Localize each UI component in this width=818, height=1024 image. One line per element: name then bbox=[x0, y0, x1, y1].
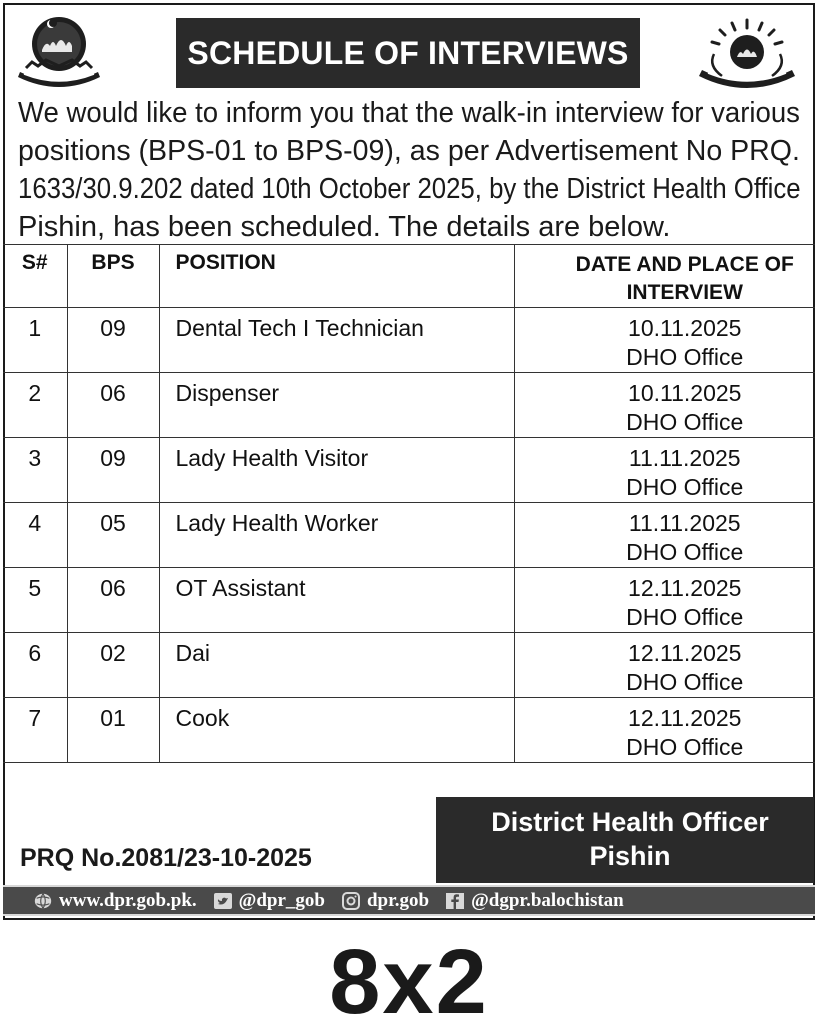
intro-line: We would like to inform you that the walk-in interview for various bbox=[18, 97, 800, 129]
signature-block bbox=[436, 797, 814, 883]
cell-date-place bbox=[514, 568, 815, 633]
cell-serial-number: 1 bbox=[3, 308, 67, 373]
cell-bps: 09 bbox=[67, 308, 159, 373]
cell-position: Dai bbox=[159, 633, 514, 698]
cell-date: 10.11.2025 bbox=[628, 380, 742, 406]
dgpr-emblem-logo bbox=[692, 14, 802, 90]
signature-title: District Health Officer bbox=[491, 807, 769, 837]
table-row bbox=[3, 438, 815, 503]
cell-position: Dental Tech I Technician bbox=[159, 308, 514, 373]
cell-serial-number: 3 bbox=[3, 438, 67, 503]
cell-place: DHO Office bbox=[626, 734, 744, 760]
intro-paragraph bbox=[18, 94, 800, 246]
header-serial-number: S# bbox=[3, 245, 67, 308]
footer-instagram[interactable] bbox=[341, 890, 429, 912]
cell-date: 10.11.2025 bbox=[628, 315, 742, 341]
cell-date: 12.11.2025 bbox=[628, 705, 742, 731]
cell-serial-number: 7 bbox=[3, 698, 67, 763]
signature-location: Pishin bbox=[589, 841, 671, 871]
table-row bbox=[3, 373, 815, 438]
header-date-place-line1: DATE AND PLACE OF bbox=[575, 253, 794, 276]
footer-website-text: www.dpr.gob.pk. bbox=[59, 889, 197, 911]
cell-bps: 06 bbox=[67, 373, 159, 438]
table-row bbox=[3, 633, 815, 698]
footer-contact-bar bbox=[3, 885, 815, 916]
cell-serial-number: 4 bbox=[3, 503, 67, 568]
cell-date: 12.11.2025 bbox=[628, 575, 742, 601]
cell-serial-number: 2 bbox=[3, 373, 67, 438]
cell-date-place bbox=[514, 308, 815, 373]
cell-position: Lady Health Worker bbox=[159, 503, 514, 568]
table-row bbox=[3, 503, 815, 568]
cell-position: Dispenser bbox=[159, 373, 514, 438]
instagram-icon bbox=[341, 892, 361, 910]
cell-place: DHO Office bbox=[626, 474, 744, 500]
header-bps: BPS bbox=[67, 245, 159, 308]
footer-instagram-text: dpr.gob bbox=[366, 889, 430, 911]
cell-date: 11.11.2025 bbox=[628, 445, 741, 471]
table-header-row bbox=[3, 245, 815, 308]
prq-reference-number: PRQ No.2081/23-10-2025 bbox=[20, 844, 312, 872]
footer-facebook-text: @dgpr.balochistan bbox=[471, 889, 624, 911]
page-title: SCHEDULE OF INTERVIEWS bbox=[176, 18, 640, 88]
cell-date-place bbox=[514, 698, 815, 763]
twitter-icon bbox=[213, 892, 233, 910]
header-position: POSITION bbox=[159, 245, 514, 308]
footer-twitter-text: @dpr_gob bbox=[238, 889, 325, 911]
cell-bps: 09 bbox=[67, 438, 159, 503]
cell-position: Lady Health Visitor bbox=[159, 438, 514, 503]
cell-date-place bbox=[514, 633, 815, 698]
cell-bps: 05 bbox=[67, 503, 159, 568]
footer-facebook[interactable] bbox=[445, 890, 624, 912]
cell-place: DHO Office bbox=[626, 604, 744, 630]
cell-date-place bbox=[514, 438, 815, 503]
cell-date-place bbox=[514, 503, 815, 568]
cell-place: DHO Office bbox=[626, 669, 744, 695]
footer-website[interactable] bbox=[33, 890, 197, 912]
cell-position: OT Assistant bbox=[159, 568, 514, 633]
globe-icon bbox=[33, 892, 53, 910]
intro-line: Pishin, has been scheduled. The details are below. bbox=[18, 211, 671, 243]
balochistan-emblem-logo bbox=[12, 10, 106, 90]
cell-bps: 02 bbox=[67, 633, 159, 698]
cell-bps: 01 bbox=[67, 698, 159, 763]
footer-twitter[interactable] bbox=[213, 890, 325, 912]
table-row bbox=[3, 308, 815, 373]
intro-line: 1633/30.9.202 dated 10th October 2025, by the District Health Office bbox=[18, 173, 801, 205]
ad-size-label: 8x2 bbox=[329, 931, 489, 1024]
cell-date-place bbox=[514, 373, 815, 438]
cell-serial-number: 6 bbox=[3, 633, 67, 698]
cell-place: DHO Office bbox=[626, 539, 744, 565]
facebook-icon bbox=[445, 892, 465, 910]
table-row bbox=[3, 698, 815, 763]
header-date-place-line2: INTERVIEW bbox=[626, 281, 743, 304]
cell-bps: 06 bbox=[67, 568, 159, 633]
cell-place: DHO Office bbox=[626, 344, 744, 370]
cell-place: DHO Office bbox=[626, 409, 744, 435]
table-row bbox=[3, 568, 815, 633]
cell-date: 12.11.2025 bbox=[628, 640, 742, 666]
header-date-place bbox=[514, 245, 815, 308]
interview-schedule-table bbox=[3, 244, 815, 763]
cell-position: Cook bbox=[159, 698, 514, 763]
cell-serial-number: 5 bbox=[3, 568, 67, 633]
cell-date: 11.11.2025 bbox=[628, 510, 741, 536]
intro-line: positions (BPS-01 to BPS-09), as per Advertisement No PRQ. bbox=[18, 135, 800, 167]
